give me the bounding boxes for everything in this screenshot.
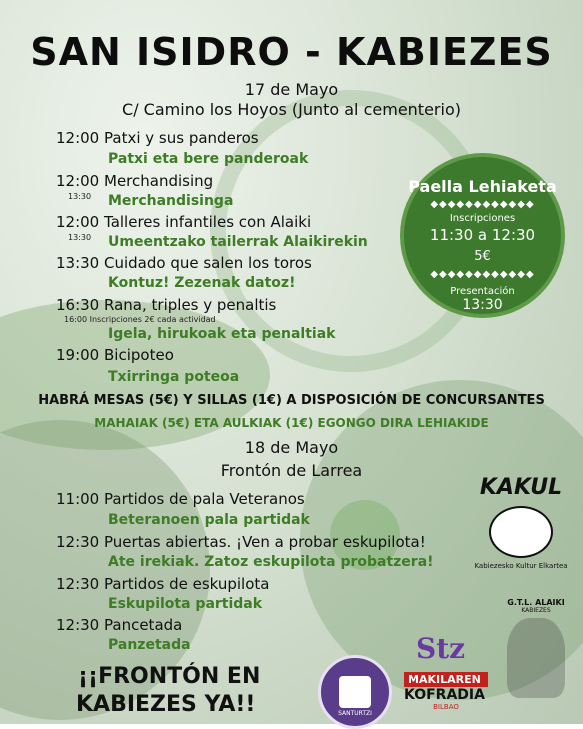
paella-title: Paella Lehiaketa xyxy=(408,177,557,196)
event-2-title: 12:00 Merchandising xyxy=(56,172,214,190)
paella-price: 5€ xyxy=(474,249,491,264)
event-8-title: 12:30 Puertas abiertas. ¡Ven a probar eskupilota! xyxy=(56,533,426,551)
event-7-title: 11:00 Partidos de pala Veteranos xyxy=(56,490,305,508)
event-5-eu: Igela, hirukoak eta penaltiak xyxy=(108,326,336,342)
event-6-title: 19:00 Bicipoteo xyxy=(56,346,174,364)
event-1-eu: Patxi eta bere panderoak xyxy=(108,151,309,167)
cow-icon xyxy=(489,506,553,558)
event-2-eu: Merchandisinga xyxy=(108,193,234,209)
kakul-title: KAKUL xyxy=(479,475,563,500)
day2-place: Frontón de Larrea xyxy=(220,461,363,480)
paella-inscr-time: 11:30 a 12:30 xyxy=(429,226,536,244)
event-7-eu: Beteranoen pala partidak xyxy=(108,512,310,528)
event-3-title: 12:00 Talleres infantiles con Alaiki xyxy=(56,213,312,231)
makilaren-text: MAKILAREN xyxy=(404,672,488,687)
notice-eu: MAHAIAK (5€) ETA AULKIAK (1€) EGONGO DIRA LEHIAKIDE xyxy=(94,416,489,430)
day1-date: 17 de Mayo xyxy=(244,80,339,99)
event-10-eu: Panzetada xyxy=(108,637,191,653)
bilbao-text: BILBAO xyxy=(433,703,459,711)
kakul-logo xyxy=(466,475,576,590)
paella-dots-bottom: ◆◆◆◆◆◆◆◆◆◆◆◆ xyxy=(430,269,535,280)
event-5-title: 16:30 Rana, triples y penaltis xyxy=(56,296,277,314)
kakul-sub: Kabiezesko Kultur Elkartea xyxy=(474,562,568,570)
stz-logo: Stz xyxy=(416,632,466,665)
event-4-title: 13:30 Cuidado que salen los toros xyxy=(56,254,312,272)
footer-line2: KABIEZES YA!! xyxy=(76,692,256,717)
event-6-eu: Txirringa poteoa xyxy=(108,369,240,385)
paella-pres-label: Presentación xyxy=(450,286,515,297)
alaiki-title: G.T.L. ALAIKI xyxy=(507,598,565,607)
club-logo-text: SANTURTZI xyxy=(338,710,372,717)
paella-inscr-label: Inscripciones xyxy=(449,213,516,224)
event-10-title: 12:30 Pancetada xyxy=(56,616,183,634)
club-logo xyxy=(318,655,392,729)
cofradia-text: KOFRADIA xyxy=(404,687,485,703)
dancers-icon xyxy=(507,618,565,698)
paella-badge xyxy=(404,157,561,314)
paella-dots-top: ◆◆◆◆◆◆◆◆◆◆◆◆ xyxy=(430,199,535,210)
event-4-eu: Kontuz! Zezenak datoz! xyxy=(108,275,296,291)
cofradia-logo xyxy=(404,672,488,724)
footer-line1: ¡¡FRONTÓN EN xyxy=(78,664,261,689)
event-9-eu: Eskupilota partidak xyxy=(108,596,263,612)
day2-date: 18 de Mayo xyxy=(244,438,339,457)
event-8-eu: Ate irekiak. Zatoz eskupilota probatzera! xyxy=(108,554,434,570)
day1-address: C/ Camino los Hoyos (Junto al cementerio) xyxy=(122,100,461,119)
event-3-note: 13:30 xyxy=(68,233,92,242)
event-2-note: 13:30 xyxy=(68,192,92,201)
event-1-title: 12:00 Patxi y sus panderos xyxy=(56,129,259,147)
alaiki-sub: KABIEZES xyxy=(521,607,551,614)
event-9-title: 12:30 Partidos de eskupilota xyxy=(56,575,270,593)
paella-pres-time: 13:30 xyxy=(462,297,503,313)
alaiki-logo xyxy=(496,598,576,698)
event-5-note: 16:00 Inscripciones 2€ cada actividad xyxy=(64,315,216,324)
notice-es: HABRÁ MESAS (5€) Y SILLAS (1€) A DISPOSICIÓN DE CONCURSANTES xyxy=(38,393,545,408)
page-title: SAN ISIDRO - KABIEZES xyxy=(30,30,553,74)
event-3-eu: Umeentzako tailerrak Alaikirekin xyxy=(108,234,368,250)
shield-icon xyxy=(339,676,371,708)
